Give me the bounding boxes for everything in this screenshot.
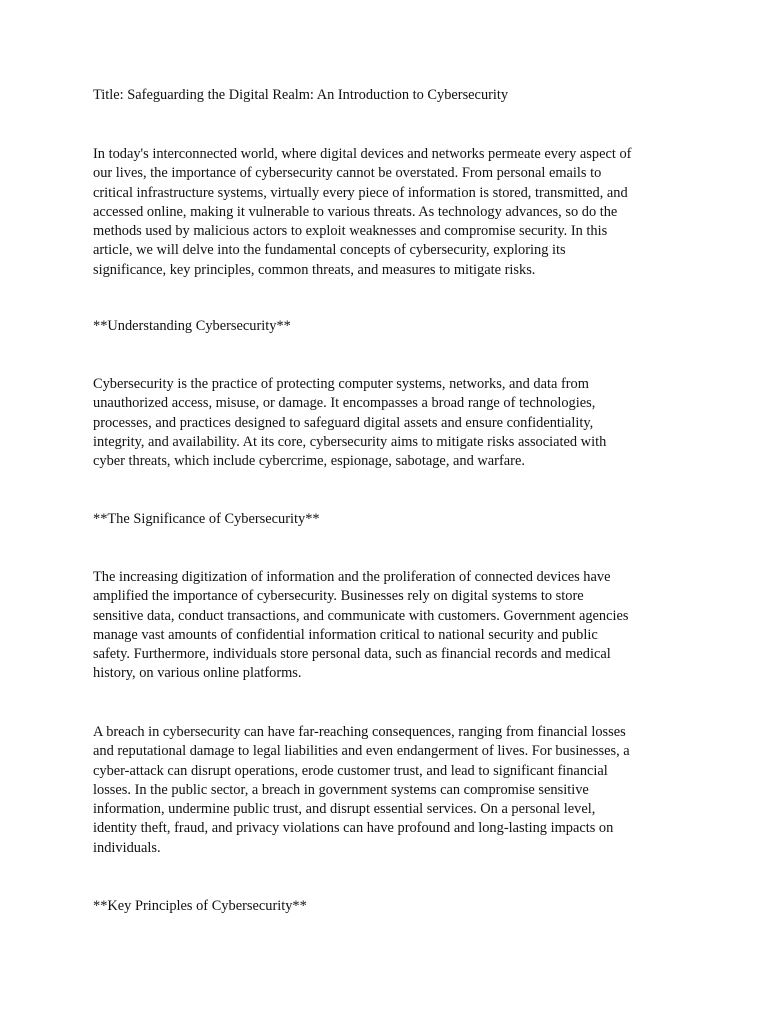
section-heading-understanding: **Understanding Cybersecurity** [93,318,291,334]
understanding-paragraph: Cybersecurity is the practice of protecting computer systems, networks, and data from unauthorized access, misuse, or damage. It encompasses a broad range of technologies, processes, and practices designed to safeguard digital assets and ensure confidentiality, integrity, and availability. At its core, cybersecurity aims to mitigate risks associated with cyber threats, which include cybercrime, espionage, sabotage, and warfare. [93,376,607,470]
significance-paragraph-1: The increasing digitization of information and the proliferation of connected devices have amplified the importance of cybersecurity. Businesses rely on digital systems to store sensitive data, conduct transactions, and communicate with customers. Government agencies manage vast amounts of confidential information critical to national security and public safety. Furthermore, individuals store personal data, such as financial records and medical history, on various online platforms. [93,569,629,682]
intro-paragraph: In today's interconnected world, where digital devices and networks permeate every aspect of our lives, the importance of cybersecurity cannot be overstated. From personal emails to critical infrastructure systems, virtually every piece of information is stored, transmitted, and accessed online, making it vulnerable to various threats. As technology advances, so do the methods used by malicious actors to exploit weaknesses and compromise security. In this article, we will delve into the fundamental concepts of cybersecurity, exploring its significance, key principles, common threats, and measures to mitigate risks. [93,146,632,278]
section-heading-significance: **The Significance of Cybersecurity** [93,511,320,527]
section-heading-principles: **Key Principles of Cybersecurity** [93,898,307,914]
significance-paragraph-2: A breach in cybersecurity can have far-reaching consequences, ranging from financial losses and reputational damage to legal liabilities and even endangerment of lives. For businesses, a cyber-attack can disrupt operations, erode customer trust, and lead to significant financial losses. In the public sector, a breach in government systems can compromise sensitive information, undermine public trust, and disrupt essential services. On a personal level, identity theft, fraud, and privacy violations can have profound and long-lasting impacts on individuals. [93,724,630,856]
document-title: Title: Safeguarding the Digital Realm: An Introduction to Cybersecurity [93,87,509,103]
